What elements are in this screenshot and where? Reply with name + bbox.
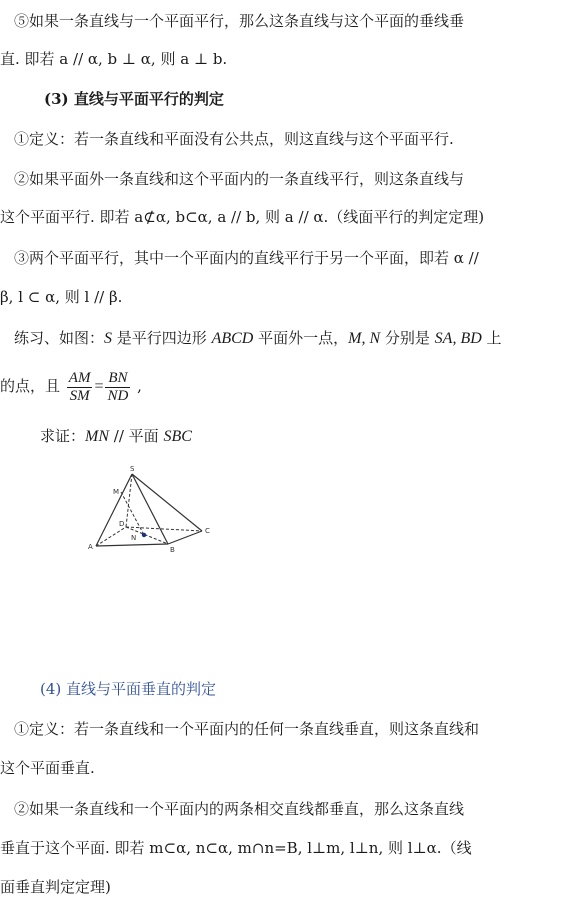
fraction-am-sm	[67, 370, 93, 405]
label-a: A	[88, 543, 93, 551]
segments-sa-bd: SA, BD	[434, 330, 482, 347]
exercise-line2	[0, 366, 572, 407]
fraction-nd: ND	[107, 387, 129, 404]
theorem-plane-parallel-line1: ③两个平面平行，其中一个平面内的直线平行于另一个平面，即若 α //	[14, 249, 479, 267]
edge-sa	[96, 474, 132, 546]
label-b: B	[170, 546, 175, 554]
label-c: C	[205, 527, 210, 535]
pyramid-figure	[84, 462, 224, 554]
exercise-prefix: 练习、如图：	[14, 329, 105, 347]
theorem-perpendicular-line3: 面垂直判定定理)	[0, 878, 111, 896]
proof-statement	[40, 427, 440, 446]
fraction-sm: SM	[69, 387, 90, 404]
edge-sb	[132, 474, 168, 544]
proof-label: 求证：	[40, 427, 86, 445]
edge-ab	[96, 544, 168, 546]
fraction-am: AM	[68, 369, 91, 386]
section-4-heading: (4) 直线与平面垂直的判定	[40, 680, 217, 698]
parallelogram-abcd: ABCD	[211, 330, 254, 347]
point-s: S	[104, 330, 113, 347]
exercise-text-2: 平面外一点，	[253, 329, 349, 347]
edge-sc	[132, 474, 202, 531]
segment-mn: MN	[85, 428, 110, 445]
label-d: D	[119, 520, 125, 528]
segment-mn-line	[121, 492, 144, 535]
theorem-parallel-line1: ②如果平面外一条直线和这个平面内的一条直线平行，则这条直线与	[14, 170, 465, 188]
theorem-perpendicular-line1: ②如果一条直线和一个平面内的两条相交直线都垂直，那么这条直线	[14, 800, 465, 818]
section-3-heading: (3) 直线与平面平行的判定	[44, 90, 224, 108]
definition-perpendicular-line2: 这个平面垂直.	[0, 759, 95, 777]
exercise-text-1: 是平行四边形	[112, 329, 212, 347]
points-mn: M, N	[348, 330, 381, 347]
exercise-text-3: 分别是	[380, 329, 435, 347]
edge-sd	[126, 474, 132, 527]
point-n-marker	[142, 533, 146, 537]
theorem-perpendicular-line2: 垂直于这个平面. 即若 m⊂α, n⊂α, m∩n=B, l⊥m, l⊥n, 则 l⊥α.（线	[0, 839, 472, 857]
theorem-plane-parallel-line2: β, l ⊂ α, 则 l // β.	[0, 288, 123, 306]
definition-parallel: ①定义：若一条直线和平面没有公共点，则这直线与这个平面平行.	[14, 130, 454, 148]
theorem-parallel-line2: 这个平面平行. 即若 a⊄α, b⊂α, a // b, 则 a // α.（线面平行的判定定理)	[0, 208, 485, 226]
exercise-text-4: 上	[481, 329, 502, 347]
proof-relation: // 平面	[109, 427, 164, 445]
edge-bc	[168, 531, 202, 544]
exercise-line2-end: ,	[132, 377, 142, 395]
label-n: N	[131, 534, 137, 542]
theorem-5-line1: ⑤如果一条直线与一个平面平行，那么这条直线与这个平面的垂线垂	[14, 12, 465, 30]
edge-dc	[126, 527, 202, 531]
fraction-bn-nd	[105, 370, 130, 405]
equals-sign: =	[94, 378, 104, 395]
label-m: M	[113, 488, 120, 496]
exercise-line2-prefix: 的点，且	[0, 377, 65, 395]
definition-perpendicular-line1: ①定义：若一条直线和一个平面内的任何一条直线垂直，则这条直线和	[14, 720, 480, 738]
exercise-line1	[0, 329, 572, 348]
theorem-5-line2: 直. 即若 a // α, b ⊥ α, 则 a ⊥ b.	[0, 50, 228, 68]
plane-sbc: SBC	[163, 428, 192, 445]
fraction-bn: BN	[105, 370, 130, 388]
label-s: S	[130, 465, 135, 473]
